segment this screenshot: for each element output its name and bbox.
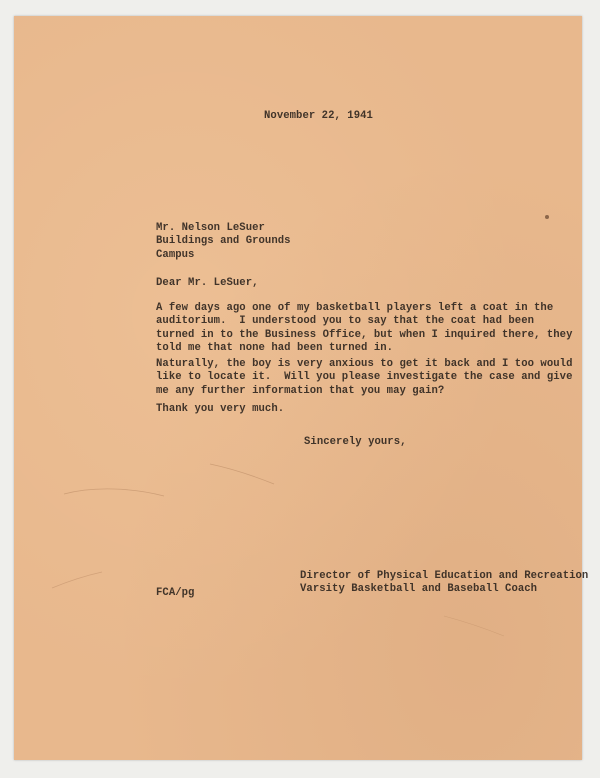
body-line: turned in to the Business Office, but when I inquired there, they bbox=[156, 328, 573, 341]
body-line: me any further information that you may gain? bbox=[156, 384, 445, 397]
salutation: Dear Mr. LeSuer, bbox=[156, 277, 259, 289]
recipient-line: Buildings and Grounds bbox=[156, 235, 291, 248]
signature-title bbox=[300, 570, 588, 597]
body-line: A few days ago one of my basketball players left a coat in the bbox=[156, 302, 554, 314]
thanks-line: Thank you very much. bbox=[156, 403, 285, 415]
recipient-line: Campus bbox=[156, 248, 195, 261]
letter-date: November 22, 1941 bbox=[264, 110, 373, 122]
body-line: auditorium. I understood you to say that the coat had been bbox=[156, 315, 535, 328]
ink-spot bbox=[545, 215, 549, 219]
body-line: Naturally, the boy is very anxious to get it back and I too would bbox=[156, 358, 573, 370]
recipient-address bbox=[156, 222, 291, 262]
recipient-line: Mr. Nelson LeSuer bbox=[156, 222, 265, 234]
body-line: like to locate it. Will you please investigate the case and give bbox=[156, 371, 573, 384]
body-line: told me that none had been turned in. bbox=[156, 342, 394, 355]
letter-page bbox=[14, 16, 589, 760]
typist-initials: FCA/pg bbox=[156, 587, 195, 599]
title-line: Director of Physical Education and Recreation bbox=[300, 570, 589, 582]
closing: Sincerely yours, bbox=[304, 436, 407, 448]
body-paragraph-1 bbox=[156, 302, 572, 356]
body-paragraph-2 bbox=[156, 358, 572, 398]
title-line: Varsity Basketball and Baseball Coach bbox=[300, 583, 538, 596]
